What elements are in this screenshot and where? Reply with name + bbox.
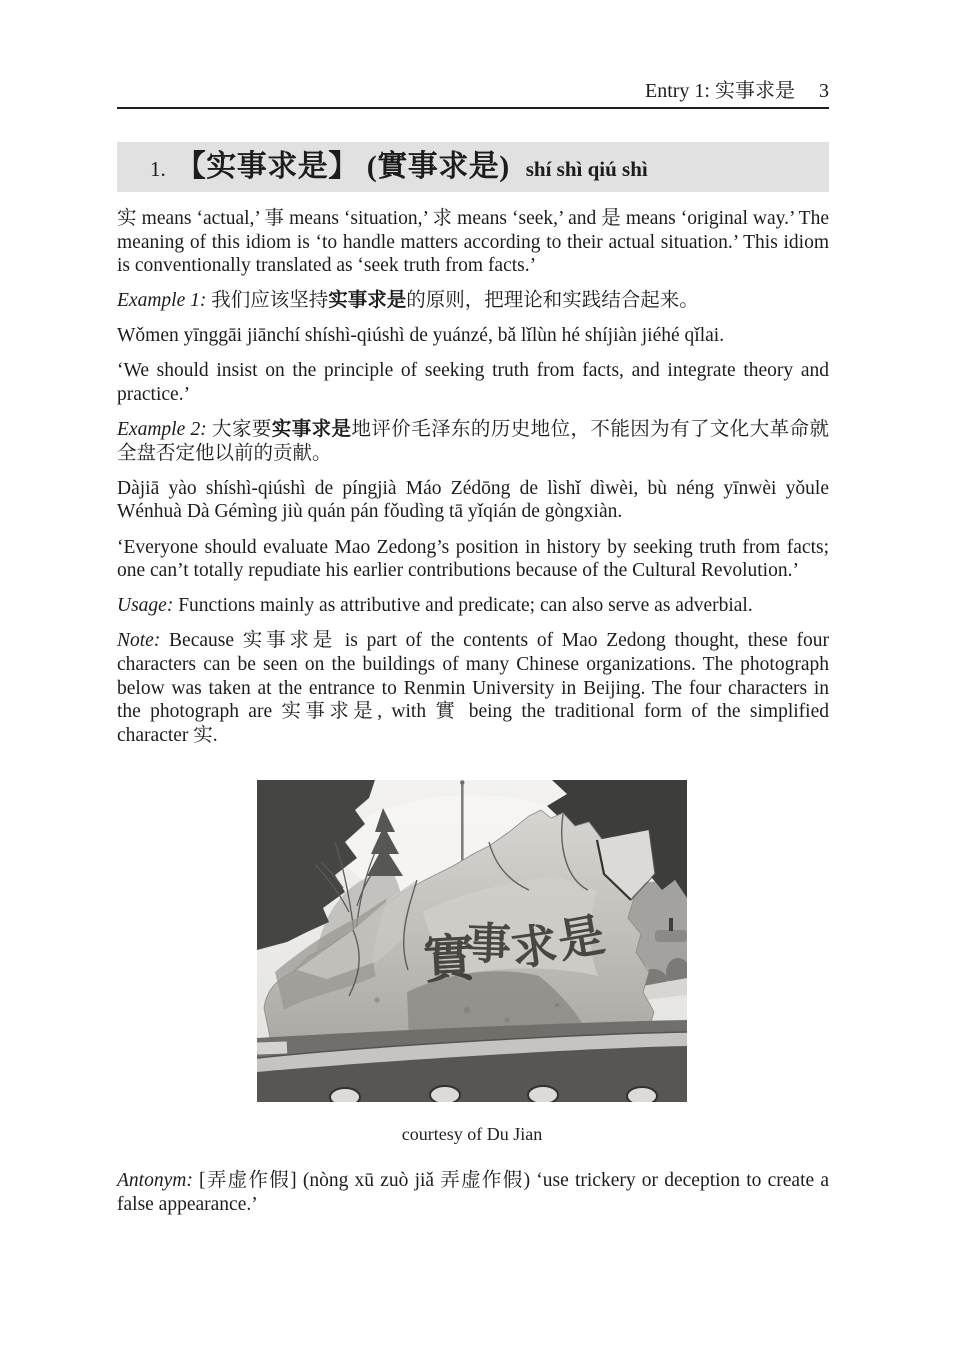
usage-label: Usage: <box>117 595 174 617</box>
example2-cjk-pre: 大家要 <box>206 419 272 441</box>
example2-cjk-bold: 实事求是 <box>271 419 352 441</box>
headword-simplified: 【实事求是】 <box>175 150 359 183</box>
antonym-text: [弄虚作假] (nòng xū zuò jiǎ 弄虚作假) ‘use trickery or deception to create a false appearance.’ <box>117 1170 829 1215</box>
entry-number: 1. <box>150 157 166 181</box>
entry-body <box>117 207 829 747</box>
antonym-label: Antonym: <box>117 1170 193 1192</box>
example1-translation <box>117 359 829 406</box>
antonym-paragraph <box>117 1169 829 1216</box>
running-title: Entry 1: 实事求是 <box>645 80 795 102</box>
photo-caption: courtesy of Du Jian <box>401 1124 543 1145</box>
note-paragraph <box>117 629 829 747</box>
antonym-section <box>117 1169 829 1216</box>
headword-traditional: (實事求是) <box>366 150 510 183</box>
page-number: 3 <box>819 80 829 102</box>
example2-pinyin <box>117 477 829 524</box>
example2-pinyin-text: Dàjiā yào shíshì-qiúshì de píngjià Máo Zédōng de lìshǐ dìwèi, bù néng yīnwèi yǒule Wénhuà Dà Gémìng jiù quán pán fǒudìng tā yǐqián de gòngxiàn. <box>117 477 829 523</box>
note-label: Note: <box>117 630 161 652</box>
running-head <box>117 80 829 102</box>
usage-text: Functions mainly as attributive and predicate; can also serve as adverbial. <box>173 595 753 617</box>
example2-label: Example 2: <box>117 419 207 441</box>
example2-sentence <box>117 418 829 465</box>
example2-cjk-post: 地评价毛泽东的历史地位，不能因为有了文化大革命就全盘否定他以前的贡献。 <box>117 419 829 464</box>
headword-pinyin: shí shì qiú shì <box>525 157 648 181</box>
example1-cjk-bold: 实事求是 <box>328 290 407 312</box>
stone-photo <box>257 780 687 1102</box>
note-text: Because 实事求是 is part of the contents of Mao Zedong thought, these four characters can be seen on the buildings of many Chinese organizations. The photograph below was taken at the entrance to Renmin University in Beijing. The four characters in the photograph are 实事求是, with 實 being the traditional form of the simplified character 实. <box>117 630 829 746</box>
example2-translation-text: ‘Everyone should evaluate Mao Zedong’s position in history by seeking truth from facts; one can’t totally repudiate his earlier contributions because of the Cultural Revolution.’ <box>117 536 829 582</box>
usage-paragraph <box>117 594 829 618</box>
example1-translation-text: ‘We should insist on the principle of seeking truth from facts, and integrate theory and practice.’ <box>117 360 829 406</box>
example1-sentence <box>117 289 829 313</box>
example1-pinyin <box>117 324 829 348</box>
inscription-char-1: 實 <box>421 927 477 992</box>
inscription-char-4: 是 <box>553 907 609 969</box>
example1-pinyin-text: Wǒmen yīnggāi jiānchí shíshì-qiúshì de yuánzé, bǎ lǐlùn hé shíjiàn jiéhé qǐlai. <box>117 325 725 347</box>
example1-cjk-pre: 我们应该坚持 <box>206 290 329 312</box>
inscription-char-3: 求 <box>507 917 561 978</box>
header-rule <box>117 107 829 109</box>
entry-title-bar <box>117 142 829 192</box>
example2-translation <box>117 536 829 583</box>
example1-cjk-post: 的原则，把理论和实践结合起来。 <box>406 290 699 312</box>
stone-photo-figure <box>257 780 687 1145</box>
definition-text: 实 means ‘actual,’ 事 means ‘situation,’ 求 means ‘seek,’ and 是 means ‘original way.’ The meaning of this idiom is ‘to handle matters according to their actual situation.’ This idiom is conventionally translated as ‘seek truth from facts.’ <box>117 208 829 277</box>
definition-paragraph <box>117 207 829 278</box>
inscription-char-2: 事 <box>466 918 512 972</box>
example1-label: Example 1: <box>117 290 207 312</box>
